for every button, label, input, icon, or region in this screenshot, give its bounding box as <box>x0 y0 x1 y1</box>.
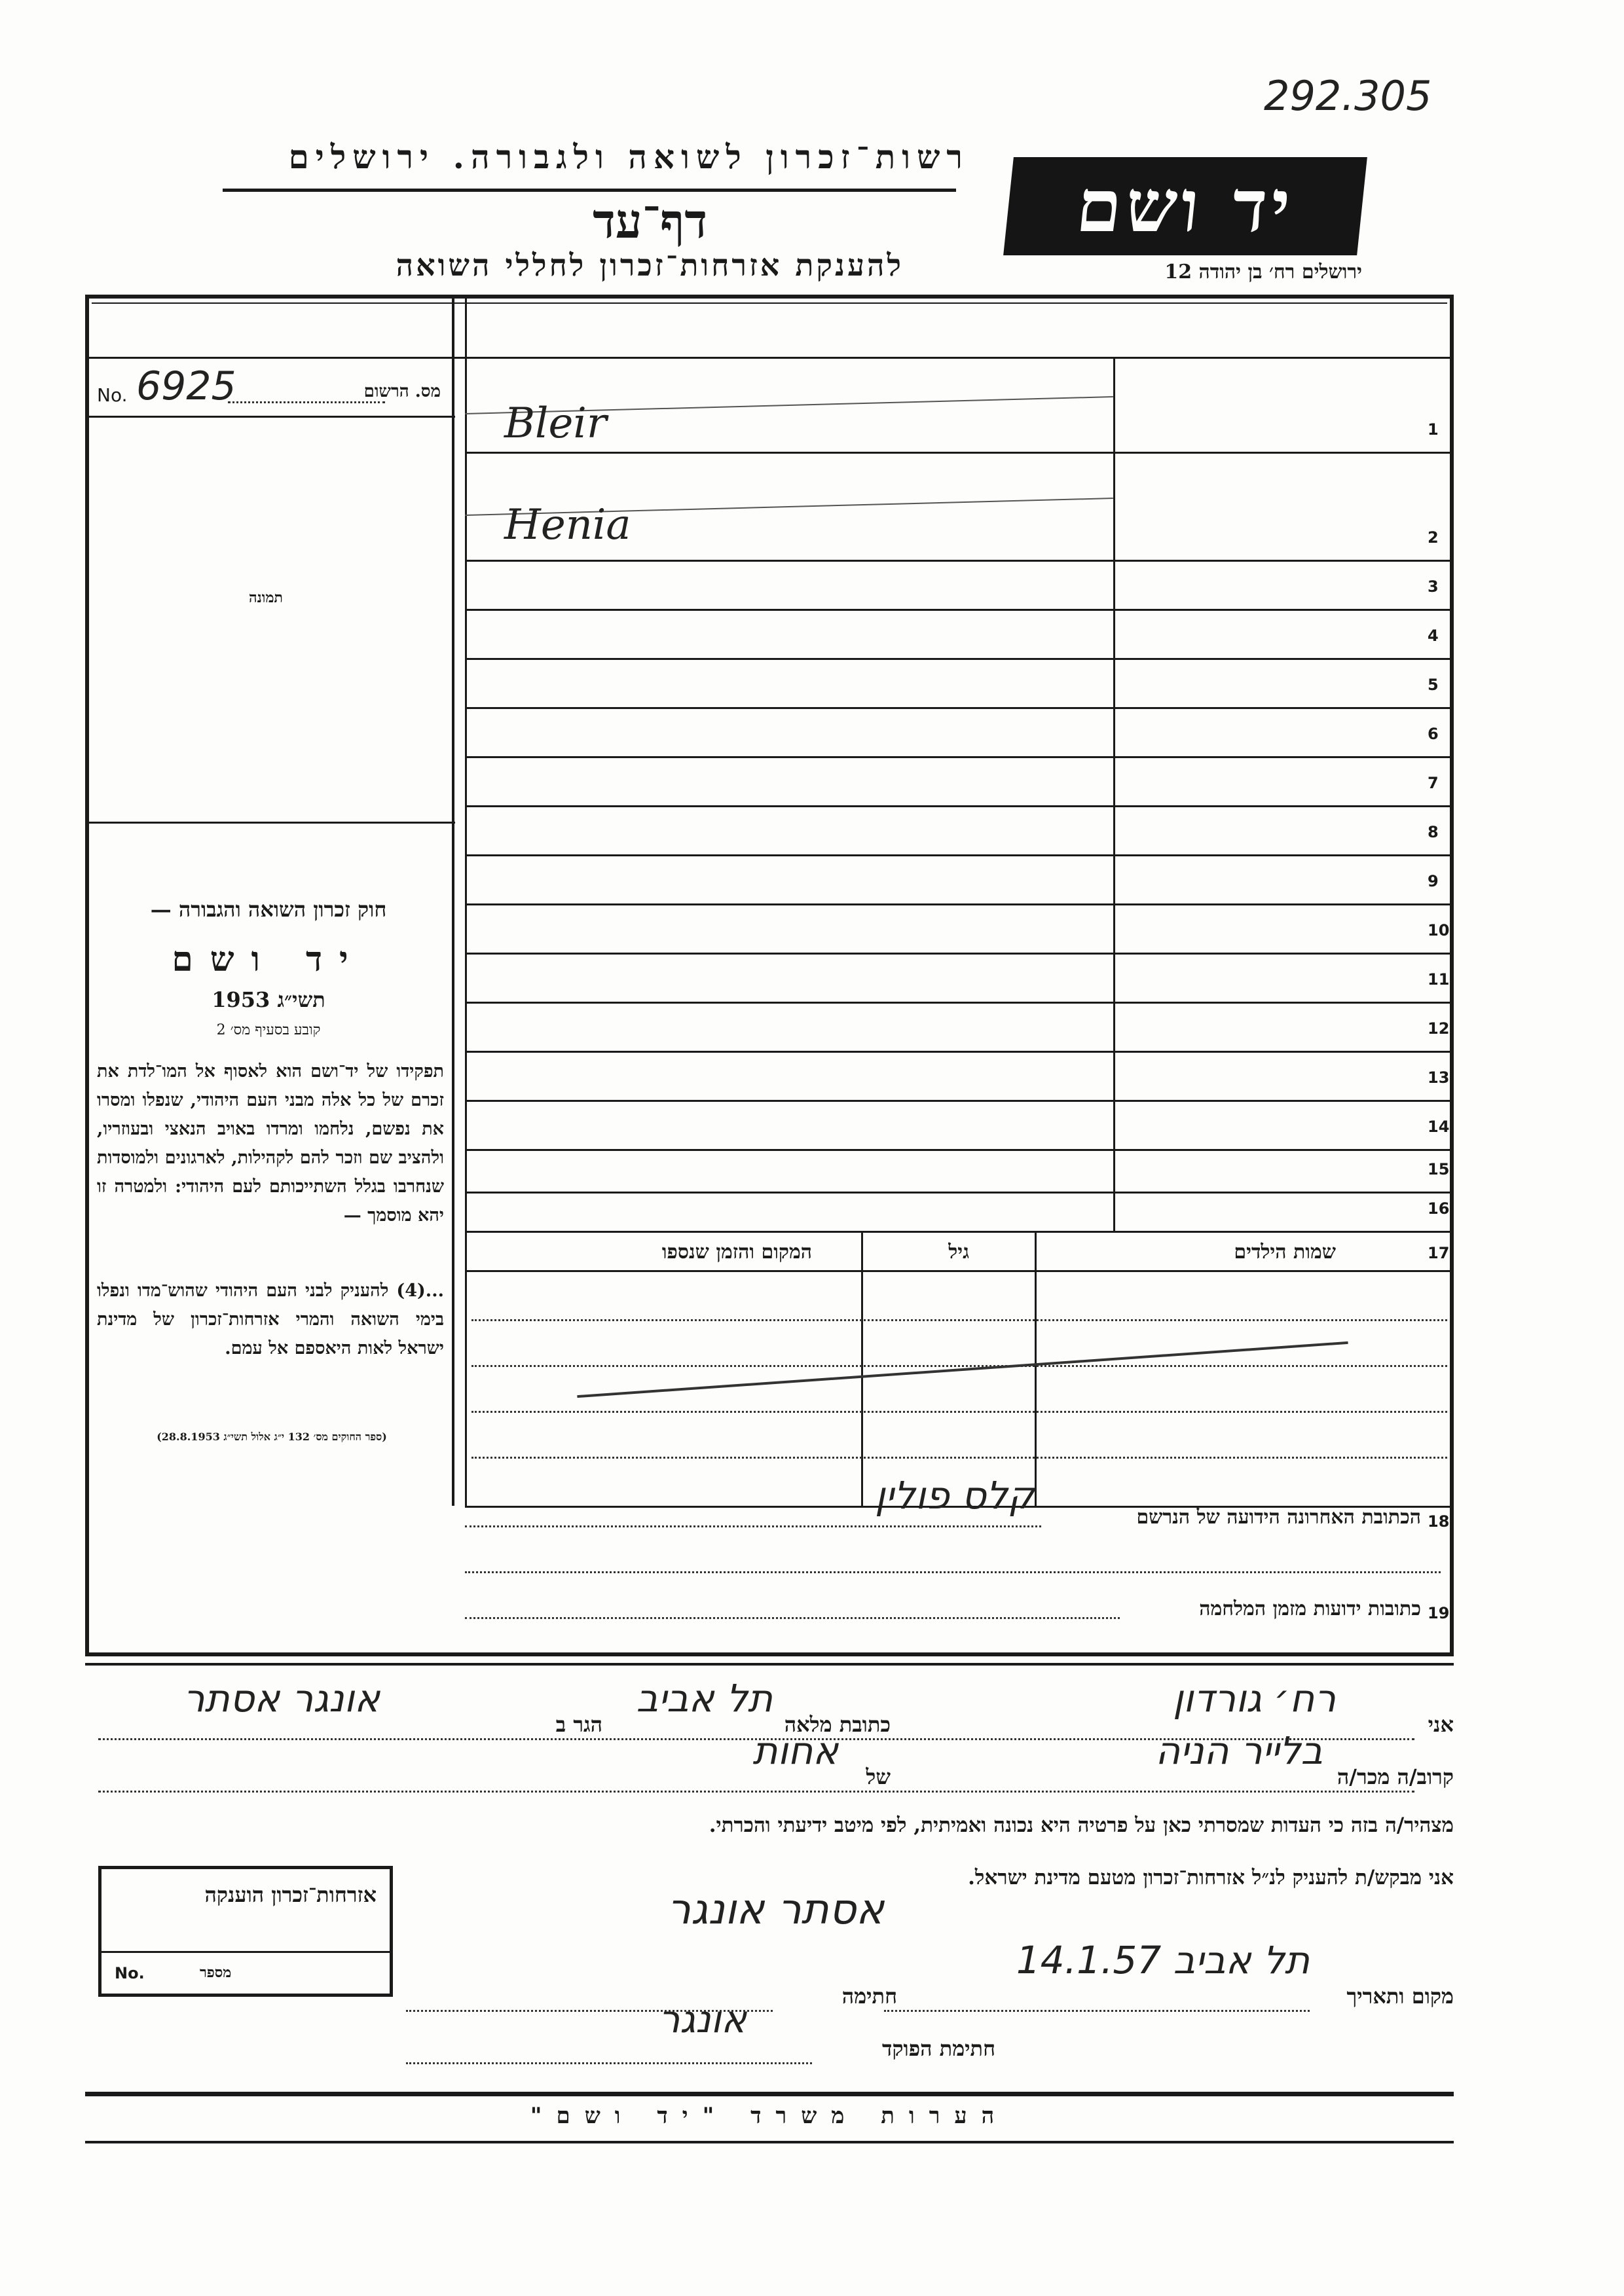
decl-relation-value: אחות <box>752 1728 838 1773</box>
field18-label: הכתובת האחרונה הידועה של הנרשם <box>1136 1506 1421 1529</box>
field18-value: קלס פולין <box>875 1473 1035 1518</box>
field18-num: 18 <box>1428 1512 1450 1531</box>
field-value-latin: Henia <box>504 500 631 549</box>
citizenship-title: אזרחות־זכרון הוענקה <box>204 1882 377 1907</box>
decl-relation-label: קרוב/ה מכר/ה <box>1337 1764 1454 1789</box>
field19-label: כתובות ידועות מזמן המלחמה <box>1199 1597 1421 1620</box>
photo-label: תמונה <box>249 589 283 606</box>
decl-place-date-label: מקום ותאריך <box>1346 1984 1454 2009</box>
decl-resides: הגר ב <box>555 1712 602 1737</box>
decl-officer-value: אונגר <box>658 1997 747 2041</box>
field-num: 8 <box>1428 823 1439 841</box>
law-source: (ספר החוקים מס׳ 132 י״ג אלול תשי״ג 28.8.1953) <box>157 1430 387 1443</box>
citizenship-number-label: מספר <box>200 1964 232 1981</box>
field-num: 12 <box>1428 1019 1450 1038</box>
decl-residence: תל אביב <box>636 1676 773 1721</box>
registration-value: 6925 <box>136 363 236 409</box>
law-heading: חוק זכרון השואה והגבורה — <box>150 897 387 922</box>
field-num: 14 <box>1428 1118 1450 1136</box>
field-num: 10 <box>1428 921 1450 939</box>
field-num: 2 <box>1428 528 1439 547</box>
decl-officer-label: חתימת הפוקד <box>882 2036 995 2061</box>
logo-text: יד ושם <box>1072 164 1299 248</box>
field-num: 4 <box>1428 627 1439 645</box>
law-name: יד ושם <box>172 939 365 979</box>
decl-deceased: בלייר הניה <box>1155 1728 1323 1773</box>
citizenship-number-label-en: No. <box>115 1964 145 1982</box>
law-paragraph-1: תפקידו של יד־ושם הוא לאסוף אל המו־לדת את זכרם של כל אלה מבני העם היהודי, שנפלו ומסרו את נפשם, נלחמו ומרדו באויב הנאצי ובעוזריו, ולהציב שם וזכר להם לקהילות, לארגונים ולמוסדות שנחרבו בגלל השתייכותם לעם היהודי: ולמטרה זו יהא מוסמך — <box>97 1061 444 1226</box>
field-num: 9 <box>1428 872 1439 890</box>
decl-statement-1: מצהיר/ה בזה כי העדות שמסרתי כאן על פרטיה היא נכונה ואמיתית, לפי מיטב ידיעתי והכרתי. <box>709 1813 1454 1837</box>
field-value-latin: Bleir <box>504 399 607 448</box>
address: ירושלים רח׳ בן יהודה 12 <box>1164 261 1362 283</box>
footer-remarks: הערות משרד "יד ושם" <box>530 2103 1009 2129</box>
decl-name: אונגר אסתר <box>183 1676 380 1721</box>
decl-statement-2: אני מבקש/ת להעניק לנ״ל אזרחות־זכרון מטעם מדינת ישראל. <box>968 1866 1454 1889</box>
registration-number <box>97 363 447 409</box>
field-num: 3 <box>1428 577 1439 596</box>
field-num: 13 <box>1428 1068 1450 1087</box>
registration-label-he: מס. הרשום <box>363 382 441 401</box>
decl-address-value: רח׳ גורדון <box>1173 1676 1336 1721</box>
decl-of-label: של <box>866 1764 891 1789</box>
archive-number: 292.305 <box>1264 72 1432 120</box>
field-num: 5 <box>1428 676 1439 694</box>
field-num: 15 <box>1428 1160 1450 1178</box>
yad-vashem-logo <box>1003 157 1367 255</box>
decl-signature-value: אסתר אונגר <box>667 1886 884 1934</box>
decl-signature-label: חתימה <box>841 1984 897 2009</box>
children-col-age: גיל <box>948 1241 969 1264</box>
law-paragraph-2: ...(4) להעניק לבני העם היהודי שהוש־מדו ונפלו בימי השואה והמרי אזרחות־זכרון של מדינת ישראל לאות היאספם אל עמם. <box>97 1281 444 1358</box>
authority-title: רשות־זכרון לשואה ולגבורה. ירושלים <box>288 137 969 176</box>
field-num: 7 <box>1428 774 1439 792</box>
form-title: דף־עד <box>593 193 707 249</box>
field-num: 6 <box>1428 725 1439 743</box>
law-year: תשי״ג 1953 <box>212 987 325 1012</box>
children-col-names: שמות הילדים <box>1234 1241 1336 1264</box>
field-num: 11 <box>1428 970 1450 989</box>
decl-place-date-value: תל אביב 14.1.57 <box>1016 1938 1310 1982</box>
field19-num: 19 <box>1428 1604 1450 1622</box>
children-col-place: המקום והזמן שנספו <box>661 1241 812 1264</box>
decl-ani: אני <box>1428 1712 1454 1737</box>
decl-address-label: כתובת מלאה <box>784 1712 891 1737</box>
field-num: 1 <box>1428 420 1439 439</box>
authority-underline <box>223 189 956 192</box>
citizenship-box <box>98 1866 393 1997</box>
registration-label-en: No. <box>97 384 128 406</box>
field-num: 16 <box>1428 1199 1450 1218</box>
children-num: 17 <box>1428 1244 1450 1262</box>
law-clause: קובע בסעיף מס׳ 2 <box>216 1022 321 1038</box>
form-subtitle: להענקת אזרחות־זכרון לחללי השואה <box>396 247 904 283</box>
